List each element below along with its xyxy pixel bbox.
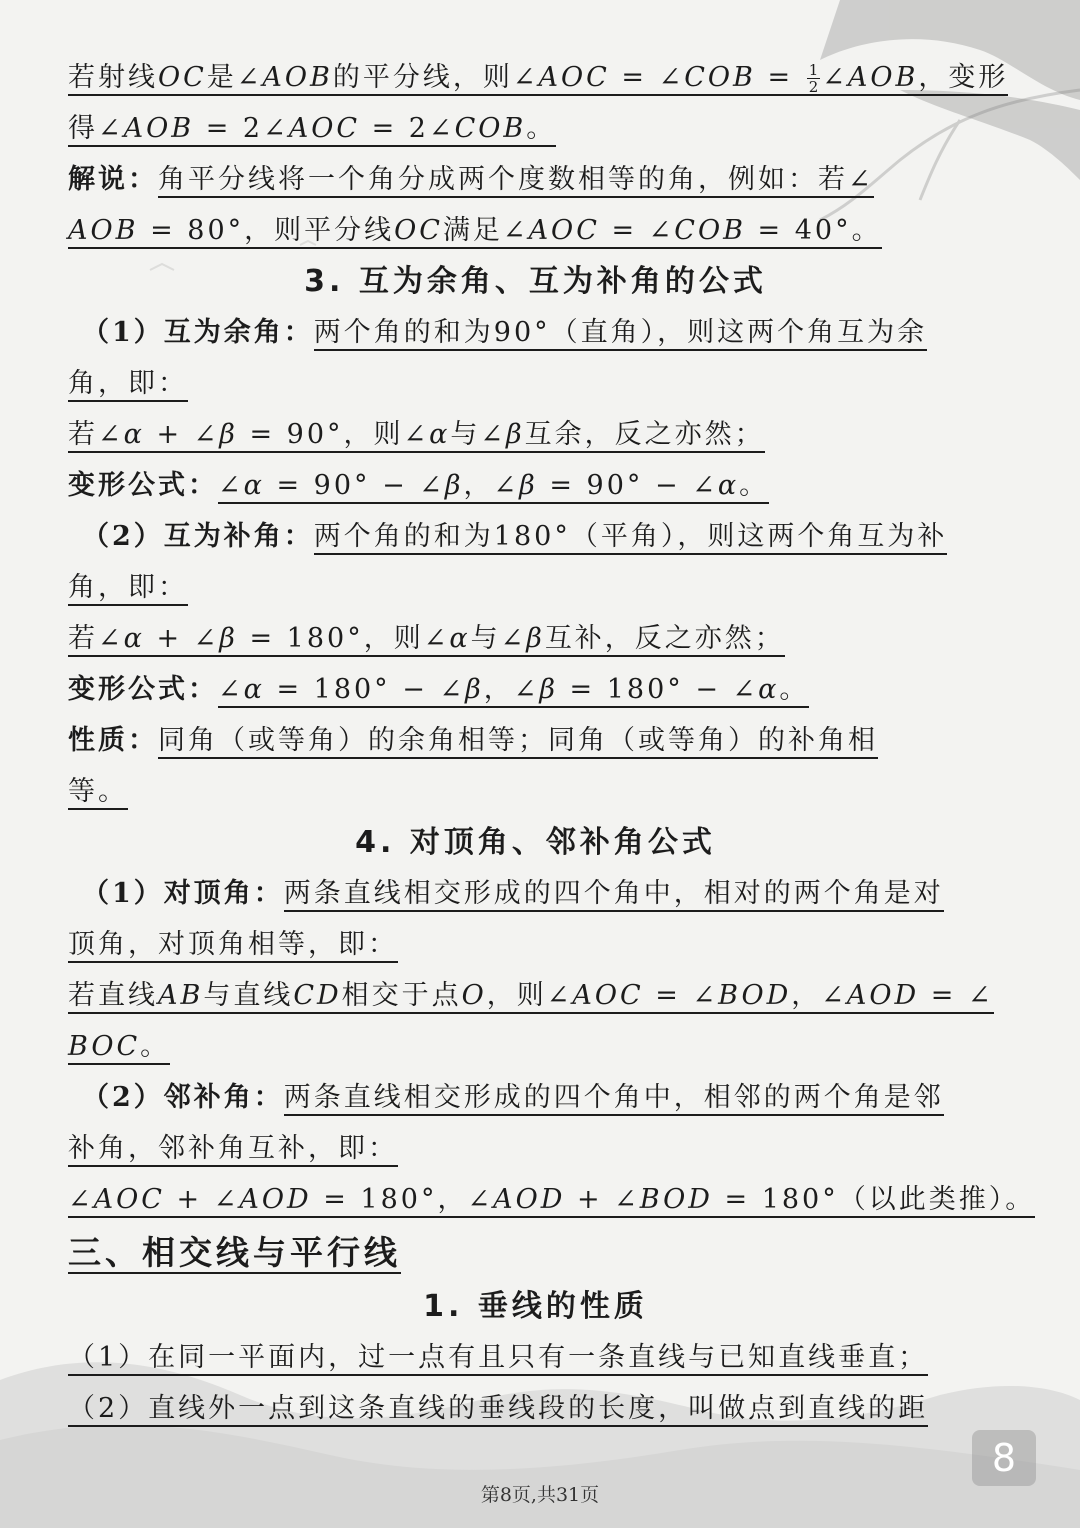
fraction-one-half: $\frac{1}{2}$: [808, 61, 819, 96]
page-footer: 第8页,共31页: [480, 1484, 600, 1506]
vertical-angle-definition-line-1: （1）对顶角：两条直线相交形成的四个角中，相对的两个角是对: [68, 868, 1003, 919]
document-body: [68, 52, 1036, 1434]
perpendicular-property-2: （2）直线外一点到这条直线的垂线段的长度，叫做点到直线的距: [68, 1383, 1003, 1434]
supplementary-definition-line-2: 角，即：: [68, 562, 1003, 613]
complementary-formula: 若∠α + ∠β = 90°，则∠α与∠β互余，反之亦然；: [68, 409, 1003, 460]
section-title-intersecting-parallel-lines: 三、相交线与平行线: [68, 1233, 401, 1272]
property-line-1: 性质：同角（或等角）的余角相等；同角（或等角）的补角相: [68, 715, 1003, 766]
explanation-line-1: 解说：角平分线将一个角分成两个度数相等的角，例如：若∠: [68, 154, 1003, 205]
supplementary-formula: 若∠α + ∠β = 180°，则∠α与∠β互补，反之亦然；: [68, 613, 1003, 664]
text-line-2: 得∠AOB = 2∠AOC = 2∠COB。: [68, 103, 1003, 154]
complementary-transform: 变形公式：∠α = 90° − ∠β，∠β = 90° − ∠α。: [68, 460, 1003, 511]
adjacent-angle-definition-line-1: （2）邻补角：两条直线相交形成的四个角中，相邻的两个角是邻: [68, 1072, 1003, 1123]
adjacent-angle-formula: ∠AOC + ∠AOD = 180°，∠AOD + ∠BOD = 180°（以此类推）。: [68, 1174, 1003, 1225]
heading-vertical-adjacent-angles: 4. 对顶角、邻补角公式: [355, 825, 716, 860]
complementary-definition-line-2: 角，即：: [68, 358, 1003, 409]
text-line-1: 若射线OC是∠AOB的平分线，则∠AOC = ∠COB = $\frac{1}{2}$ ∠AOB，变形: [68, 61, 1009, 96]
heading-complementary-supplementary: 3. 互为余角、互为补角的公式: [304, 264, 767, 299]
adjacent-angle-definition-line-2: 补角，邻补角互补，即：: [68, 1123, 1003, 1174]
explanation-label: 解说：: [68, 164, 158, 195]
heading-perpendicular-properties: 1. 垂线的性质: [423, 1289, 648, 1324]
vertical-angle-formula-line-1: 若直线AB与直线CD相交于点O，则∠AOC = ∠BOD，∠AOD = ∠: [68, 970, 1003, 1021]
explanation-line-2: AOB = 80°，则平分线OC满足∠AOC = ∠COB = 40°。: [68, 205, 1003, 256]
perpendicular-property-1: （1）在同一平面内，过一点有且只有一条直线与已知直线垂直；: [68, 1332, 1003, 1383]
vertical-angle-formula-line-2: BOC。: [68, 1021, 1003, 1072]
supplementary-transform: 变形公式：∠α = 180° − ∠β，∠β = 180° − ∠α。: [68, 664, 1003, 715]
vertical-angle-definition-line-2: 顶角，对顶角相等，即：: [68, 919, 1003, 970]
complementary-definition-line-1: （1）互为余角：两个角的和为90°（直角），则这两个角互为余: [68, 307, 1003, 358]
page-number-badge: 8: [972, 1430, 1036, 1486]
property-line-2: 等。: [68, 766, 1003, 817]
supplementary-definition-line-1: （2）互为补角：两个角的和为180°（平角），则这两个角互为补: [68, 511, 1003, 562]
